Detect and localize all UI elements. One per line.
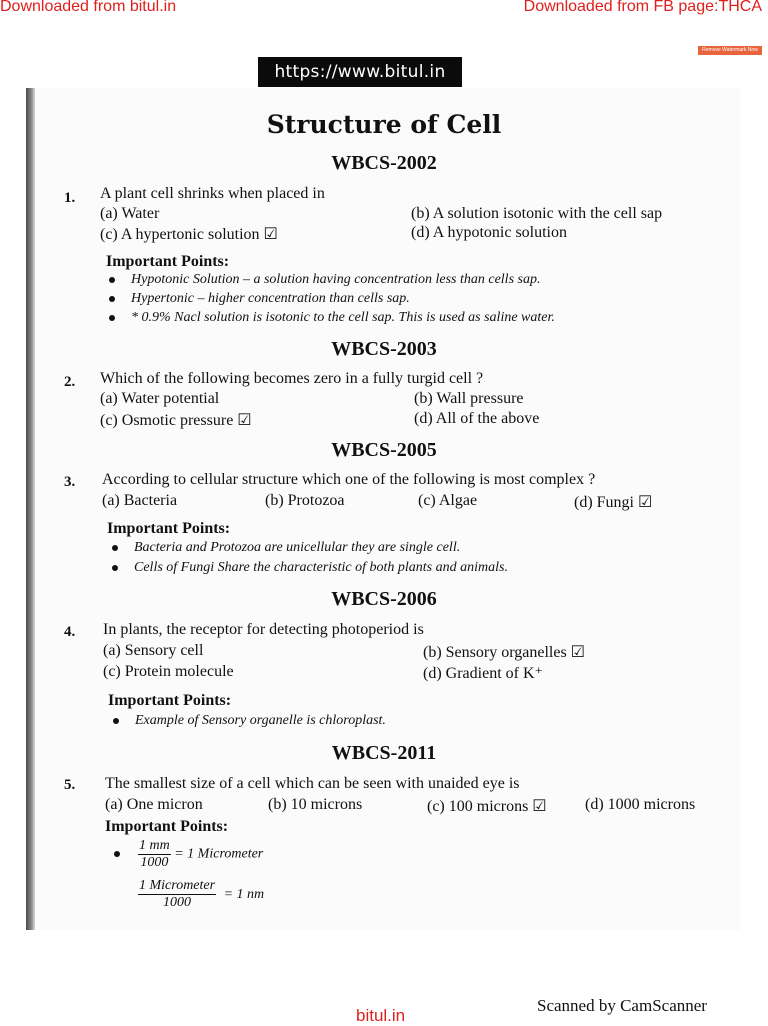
section-heading-2005: WBCS-2005 (331, 439, 437, 461)
question-3-text: According to cellular structure which one of the following is most complex ? (102, 471, 596, 488)
q4-option-c: (c) Protein molecule (103, 663, 234, 680)
q2-option-d: (d) All of the above (414, 410, 540, 427)
camscanner-label: Scanned by CamScanner (537, 996, 707, 1015)
watermark-bottom: bitul.in (356, 1006, 406, 1025)
q2-option-b: (b) Wall pressure (414, 390, 524, 407)
q3-important-label: Important Points: (107, 520, 231, 537)
q3-point-2: Cells of Fungi Share the characteristic of both plants and animals. (134, 560, 508, 575)
fraction-1-result: = 1 Micrometer (174, 846, 264, 862)
q1-option-a: (a) Water (100, 205, 160, 222)
fraction-2-denominator: 1000 (163, 895, 192, 910)
fraction-2 (138, 878, 264, 911)
fraction-1-denominator: 1000 (140, 855, 169, 870)
q2-option-a: (a) Water potential (100, 390, 220, 407)
question-number-3: 3. (64, 474, 76, 490)
question-number-1: 1. (64, 190, 76, 206)
q5-option-a: (a) One micron (105, 796, 203, 813)
q4-important-label: Important Points: (108, 692, 232, 709)
url-banner: https://www.bitul.in (258, 57, 462, 87)
question-5-text: The smallest size of a cell which can be seen with unaided eye is (105, 775, 520, 792)
remove-watermark-button[interactable]: Remove Watermark Now (698, 46, 762, 55)
section-heading-2003: WBCS-2003 (331, 338, 437, 360)
q1-important-label: Important Points: (106, 253, 230, 270)
question-2-text: Which of the following becomes zero in a fully turgid cell ? (100, 370, 484, 387)
page-edge-shadow (26, 88, 35, 930)
q4-point-1: Example of Sensory organelle is chloroplast. (135, 713, 386, 728)
watermark-top-left: Downloaded from bitul.in (0, 0, 177, 15)
fraction-2-result: = 1 nm (223, 886, 265, 902)
q4-option-b: (b) Sensory organelles ☑ (423, 644, 586, 661)
q1-point-3: * 0.9% Nacl solution is isotonic to the cell sap. This is used as saline water. (131, 310, 555, 325)
section-heading-2006: WBCS-2006 (331, 588, 437, 610)
q5-option-b: (b) 10 microns (268, 796, 363, 813)
q4-option-a: (a) Sensory cell (103, 642, 204, 659)
q1-point-1: Hypotonic Solution – a solution having concentration less than cells sap. (131, 272, 541, 287)
watermark-top-right: Downloaded from FB page:THCA (523, 0, 762, 15)
q3-option-b: (b) Protozoa (265, 492, 345, 509)
q3-point-1: Bacteria and Protozoa are unicellular they are single cell. (134, 540, 461, 555)
q1-option-d: (d) A hypotonic solution (411, 224, 567, 241)
q3-option-c: (c) Algae (418, 492, 478, 509)
section-heading-2002: WBCS-2002 (331, 152, 437, 174)
q3-option-a: (a) Bacteria (102, 492, 178, 509)
question-number-5: 5. (64, 777, 76, 793)
q1-option-c: (c) A hypertonic solution ☑ (100, 226, 278, 243)
q5-option-d: (d) 1000 microns (585, 796, 696, 813)
q1-option-b: (b) A solution isotonic with the cell sap (411, 205, 663, 222)
q4-option-d: (d) Gradient of K⁺ (423, 665, 543, 682)
question-number-4: 4. (64, 624, 76, 640)
question-1-text: A plant cell shrinks when placed in (100, 185, 325, 202)
fraction-2-numerator: 1 Micrometer (139, 878, 216, 893)
q5-important-label: Important Points: (105, 818, 229, 835)
q5-option-c: (c) 100 microns ☑ (427, 798, 547, 815)
section-heading-2011: WBCS-2011 (331, 742, 437, 764)
fraction-1-numerator: 1 mm (139, 838, 170, 853)
fraction-1 (138, 838, 263, 871)
question-4-text: In plants, the receptor for detecting photoperiod is (103, 621, 424, 638)
q2-option-c: (c) Osmotic pressure ☑ (100, 412, 252, 429)
q1-point-2: Hypertonic – higher concentration than cells sap. (131, 291, 410, 306)
page-title: Structure of Cell (266, 110, 502, 139)
q3-option-d: (d) Fungi ☑ (574, 494, 653, 511)
question-number-2: 2. (64, 374, 76, 390)
